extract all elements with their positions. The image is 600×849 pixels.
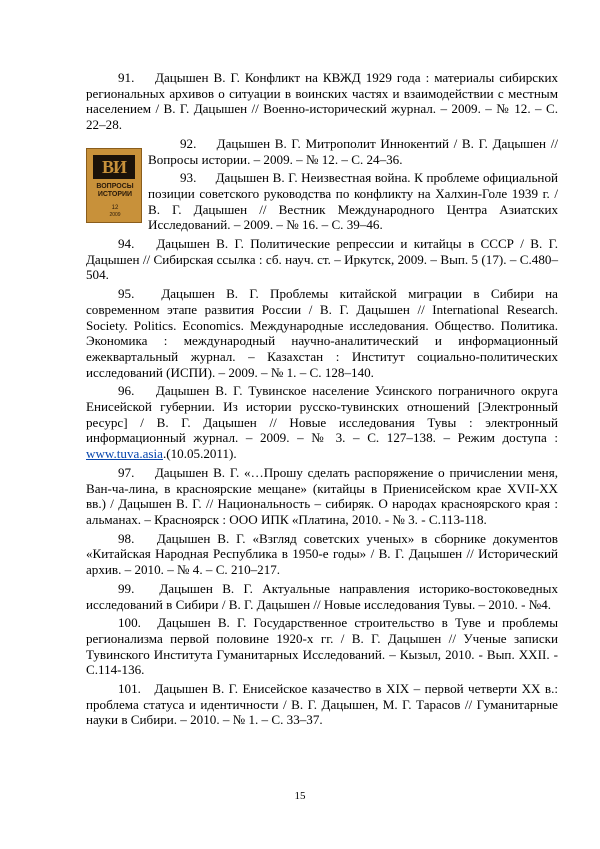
entry-text: Дацышен В. Г. «Взгляд советских ученых» в сборнике документов «Китайская Народная Республика в 1950-е годы» / В. Г. Дацышен // Исторический архив. – 2010. – № 4. – С. 210–217. — [86, 530, 558, 578]
cover-year: 2009 — [109, 212, 121, 218]
bibliography-entry — [86, 383, 558, 462]
entry-number: 100. — [118, 615, 141, 631]
bibliography-entry — [86, 286, 558, 380]
entry-text: Дацышен В. Г. «…Прошу сделать распоряжение о причислении меня, Ван-ча-лина, в красноярские мещане» (китайцы в Приенисейском крае XVII-XX вв.) / Дацышен В. Г. // Национальность – сибиряк. О народах красноярского края : альманах. – Красноярск : ООО ИПК «Платина, 2010. - № 3. - С.113-118. — [86, 464, 558, 527]
entry-number: 91. — [118, 70, 135, 85]
bibliography-entry — [148, 170, 558, 233]
bibliography-entry — [86, 531, 558, 578]
entry-text: Дацышен В. Г. Енисейское казачество в XIX – первой четверти XX в.: проблема статуса и идентичности / В. Г. Дацышен, М. Г. Тарасов // Гуманитарные науки в Сибири. – 2010. – № 1. – С. 33–37. — [86, 681, 558, 728]
entry-text: Дацышен В. Г. Митрополит Иннокентий / В. Г. Дацышен // Вопросы истории. – 2009. – № 12. – С. 24–36. — [148, 135, 558, 167]
cover-title-line2: ИСТОРИИ — [97, 191, 133, 198]
entry-number: 95. — [118, 286, 135, 302]
entry-number: 97. — [118, 464, 135, 480]
bibliography-entry — [86, 581, 558, 612]
entry-number: 98. — [118, 530, 135, 546]
journal-logo: ВИ — [93, 155, 135, 179]
tuva-asia-link[interactable]: www.tuva.asia — [86, 446, 163, 462]
cover-title-line1: ВОПРОСЫ — [96, 183, 134, 190]
entry-text: Дацышен В. Г. Тувинское население Усинского пограничного округа Енисейской губернии. Из истории русско-тувинских отношений [Электронный ресурс] / В. Г. Дацышен // Новые исследования Тувы : электронный информационный журнал. – 2009. – № 3. – С. 127–138. – Режим доступа : — [86, 383, 558, 446]
entry-number: 99. — [118, 580, 135, 596]
entry-number: 94. — [118, 236, 135, 252]
bibliography-entry — [86, 236, 558, 283]
entry-text: Дацышен В. Г. Государственное строительство в Туве и проблемы регионализма первой половине 1920-х гг. / В. Г. Дацышен // Ученые записки Тувинского Института Гуманитарных Исследований. – Кызыл, 2010. - Вып. XXII. - С.114-136. — [86, 615, 558, 678]
entry-number: 92. — [180, 135, 197, 151]
bibliography-entry — [86, 465, 558, 528]
entry-text: Дацышен В. Г. Конфликт на КВЖД 1929 года : материалы сибирских региональных архивов о ситуации в воинских частях и взаимодействии с местным населением / В. Г. Дацышен // Военно-исторический журнал. – 2009. – № 12. – С. 22–28. — [86, 70, 559, 133]
bibliography-entry — [86, 615, 558, 678]
page-number: 15 — [294, 790, 306, 802]
entry-text: Дацышен В. Г. Актуальные направления историко-востоковедных исследований в Сибири / В. Г. Дацышен // Новые исследования Тувы. – 2010. - №4. — [86, 580, 558, 612]
entry-text: Дацышен В. Г. Проблемы китайской миграции в Сибири на современном этапе развития России / В. Г. Дацышен // International Research. Society. Politics. Economics. Международные исследования. Общество. Политика. Экономика : международный научно-аналитический и информационный ежеквартальный журнал. – Казахстан : Институт социально-политических исследований (ИСПИ). – 2009. – № 1. – С. 128–140. — [86, 286, 558, 380]
bibliography-entry — [86, 681, 558, 728]
entry-text: Дацышен В. Г. Неизвестная война. К проблеме официальной позиции советского руководства по конфликту на Халхин-Голе 1939 г. / В. Г. Дацышен // Вестник Международного Центра Азиатских Исследований. – 2009. – № 16. – С. 39–46. — [148, 170, 558, 233]
bibliography-list — [86, 70, 558, 731]
entry-number: 93. — [180, 170, 197, 186]
bibliography-entry — [86, 70, 558, 133]
cover-issue: 12 — [111, 205, 119, 211]
entry-text: Дацышен В. Г. Политические репрессии и китайцы в СССР / В. Г. Дацышен // Сибирская ссылка : сб. науч. ст. – Иркутск, 2009. – Вып. 5 (17). – С.480–504. — [86, 236, 558, 283]
entry-number: 101. — [118, 681, 141, 697]
entry-number: 96. — [118, 383, 135, 399]
bibliography-entry — [148, 136, 558, 167]
access-date: .(10.05.2011). — [162, 446, 237, 462]
